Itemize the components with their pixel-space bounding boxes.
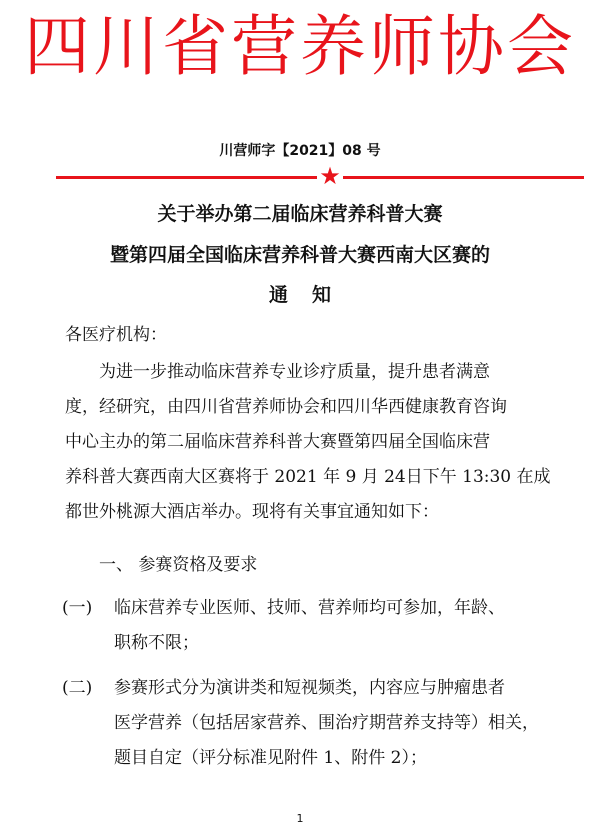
list-item-number: (一) [62,598,93,618]
list-item-line: 职称不限； [114,633,199,653]
salutation: 各医疗机构： [65,325,167,345]
section-heading: 一、 参赛资格及要求 [65,555,258,575]
divider-line-right [343,176,584,179]
title-line-2: 暨第四届全国临床营养科普大赛西南大区赛的 [109,244,490,266]
intro-paragraph [65,355,585,530]
divider-line-left [56,176,317,179]
list-item-number: (二) [62,678,93,698]
list-item-text [114,591,594,661]
intro-line: 养科普大赛西南大区赛将于 2021 年 9 月 24日下午 13:30 在成 [65,467,551,487]
star-icon: ★ [319,162,341,190]
list-item-line: 题目自定（评分标准见附件 1、附件 2）； [114,748,427,768]
letterhead-org-name: 四川省营养师协会 [24,8,576,85]
page-number: 1 [296,812,304,825]
list-item-line: 参赛形式分为演讲类和短视频类，内容应与肿瘤患者 [114,678,505,698]
intro-line: 为进一步推动临床营养专业诊疗质量，提升患者满意 [65,362,490,382]
intro-line: 都世外桃源大酒店举办。现将有关事宜通知如下： [65,502,439,522]
title-line-3: 通知 [268,284,355,306]
intro-line: 中心主办的第二届临床营养科普大赛暨第四届全国临床营 [65,432,490,452]
title-line-1: 关于举办第二届临床营养科普大赛 [157,203,443,225]
list-item-text [114,671,594,776]
document-number: 川营师字【2021】08 号 [219,143,381,159]
intro-line: 度，经研究，由四川省营养师协会和四川华西健康教育咨询 [65,397,507,417]
list-item-line: 医学营养（包括居家营养、围治疗期营养支持等）相关， [114,713,539,733]
list-item-line: 临床营养专业医师、技师、营养师均可参加，年龄、 [114,598,505,618]
